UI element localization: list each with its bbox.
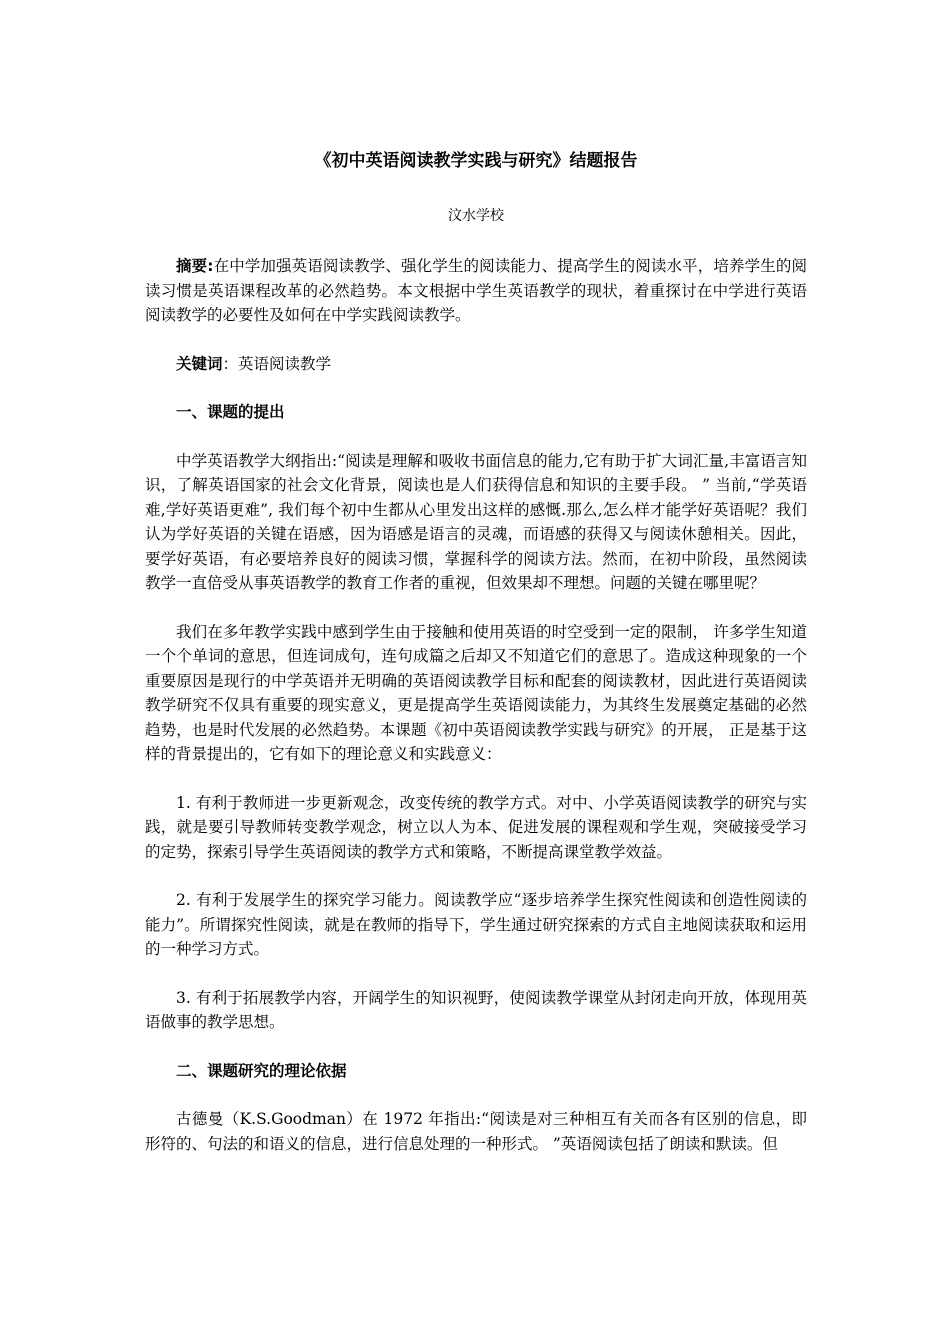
- document-page: [145, 148, 807, 1156]
- keywords-label: 关键词: [176, 354, 223, 373]
- section2-heading: 二、课题研究的理论依据: [176, 1061, 347, 1080]
- document-title: 《初中英语阅读教学实践与研究》结题报告: [314, 151, 638, 171]
- section1-paragraph-2: 我们在多年教学实践中感到学生由于接触和使用英语的时空受到一定的限制， 许多学生知道一个个单词的意思，但连词成句，连句成篇之后却又不知道它们的意思了。造成这种现象的一个重要原因是现行的中学英语并无明确的英语阅读教学目标和配套的阅读教材，因此进行英语阅读教学研究不仅具有重要的现实意义，更是提高学生英语阅读能力，为其终生发展奠定基础的必然趋势，也是时代发展的必然趋势。本课题《初中英语阅读教学实践与研究》的开展， 正是基于这样的背景提出的，它有如下的理论意义和实践意义：: [145, 622, 807, 763]
- abstract-label: 摘要:: [176, 257, 214, 275]
- keywords-paragraph: [145, 352, 807, 377]
- point-1: 1. 有利于教师进一步更新观念，改变传统的教学方式。对中、小学英语阅读教学的研究与实践，就是要引导教师转变教学观念，树立以人为本、促进发展的课程观和学生观，突破接受学习的定势，探索引导学生英语阅读的教学方式和策略，不断提高课堂教学效益。: [145, 793, 807, 861]
- abstract-text: 在中学加强英语阅读教学、强化学生的阅读能力、提高学生的阅读水平，培养学生的阅读习惯是英语课程改革的必然趋势。本文根据中学生英语教学的现状，着重探讨在中学进行英语阅读教学的必要性及如何在中学实践阅读教学。: [145, 257, 807, 324]
- abstract-paragraph: [145, 254, 807, 328]
- point-2: 2. 有利于发展学生的探究学习能力。阅读教学应“逐步培养学生探究性阅读和创造性阅读的能力”。所谓探究性阅读，就是在教师的指导下，学生通过研究探索的方式自主地阅读获取和运用的一种学习方式。: [145, 891, 807, 958]
- point-3: 3. 有利于拓展教学内容，开阔学生的知识视野，使阅读教学课堂从封闭走向开放，体现用英语做事的教学思想。: [145, 988, 807, 1031]
- section1-heading: 一、课题的提出: [176, 403, 285, 421]
- section1-paragraph-1: 中学英语教学大纲指出:“阅读是理解和吸收书面信息的能力,它有助于扩大词汇量,丰富语言知识，了解英语国家的社会文化背景，阅读也是人们获得信息和知识的主要手段。 ” 当前,“学英语难,学好英语更难”, 我们每个初中生都从心里发出这样的感慨.那么,怎么样才能学好英语呢？我们认为学好英语的关键在语感，因为语感是语言的灵魂，而语感的获得又与阅读休憩相关。因此，要学好英语，有必要培养良好的阅读习惯，掌握科学的阅读方法。然而，在初中阶段，虽然阅读教学一直倍受从事英语教学的教育工作者的重视，但效果却不理想。问题的关键在哪里呢？: [145, 451, 807, 592]
- document-author: 汶水学校: [448, 208, 504, 224]
- keywords-text: ：英语阅读教学: [222, 354, 332, 373]
- section2-paragraph-1: 古德曼（K.S.Goodman）在 1972 年指出:“阅读是对三种相互有关而各有区别的信息，即形符的、句法的和语义的信息，进行信息处理的一种形式。 ”英语阅读包括了朗读和默读。但: [145, 1110, 807, 1153]
